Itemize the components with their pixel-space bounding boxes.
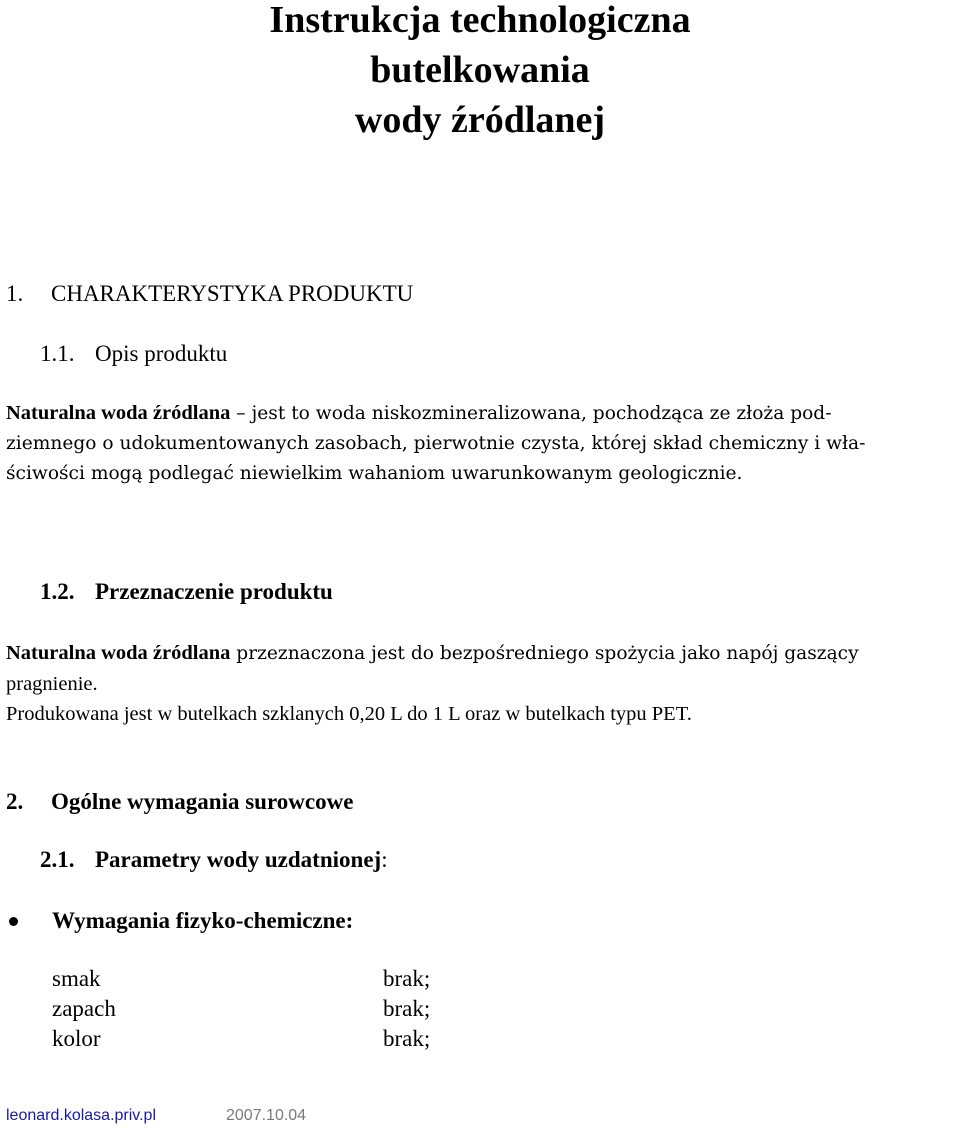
document-title-line-3: wody źródlanej <box>354 99 606 141</box>
requirement-value: brak; <box>383 996 431 1021</box>
purpose-term: Naturalna woda źródlana <box>6 642 231 664</box>
section-1-1-number: 1.1. <box>40 341 75 366</box>
section-2-1-heading <box>40 846 388 874</box>
description-line-1: – jest to woda niskozmineralizowana, pochodząca ze złoża pod- <box>230 403 832 424</box>
section-1-heading <box>6 280 413 308</box>
purpose-line-2: pragnienie. <box>6 673 98 695</box>
requirement-value: brak; <box>383 966 431 991</box>
requirement-name: zapach <box>52 996 116 1021</box>
footer-site-link[interactable]: leonard.kolasa.priv.pl <box>6 1107 157 1124</box>
purpose-line-3: Produkowana jest w butelkach szklanych 0,20 L do 1 L oraz w butelkach typu PET. <box>6 703 692 725</box>
section-2-heading <box>6 788 353 816</box>
product-description-paragraph <box>6 398 954 489</box>
section-2-title: Ogólne wymagania surowcowe <box>51 789 354 814</box>
description-line-3: ściwości mogą podlegać niewielkim wahaniom uwarunkowanym geologicznie. <box>6 463 743 484</box>
product-purpose-paragraph <box>6 638 954 729</box>
footer-date: 2007.10.04 <box>226 1107 307 1124</box>
requirement-row <box>52 964 552 994</box>
requirement-value: brak; <box>383 1026 431 1051</box>
requirement-name: kolor <box>52 1026 101 1051</box>
requirement-name: smak <box>52 966 101 991</box>
description-line-2: ziemnego o udokumentowanych zasobach, pierwotnie czysta, której skład chemiczny i wła- <box>6 433 866 454</box>
section-1-2-number: 1.2. <box>40 579 75 604</box>
section-1-1-heading <box>40 340 227 368</box>
section-1-2-heading <box>40 578 333 606</box>
section-2-1-title: Parametry wody uzdatnionej <box>95 847 382 872</box>
bullet-icon <box>9 917 18 926</box>
section-2-number: 2. <box>6 789 24 814</box>
requirements-table <box>52 964 552 1056</box>
document-title-line-2: butelkowania <box>370 49 590 91</box>
product-term: Naturalna woda źródlana <box>6 402 231 424</box>
purpose-line-1: przeznaczona jest do bezpośredniego spożycia jako napój gaszący <box>230 643 859 664</box>
requirement-row <box>52 1024 552 1054</box>
section-1-1-title: Opis produktu <box>95 341 228 366</box>
section-1-number: 1. <box>6 281 24 306</box>
section-2-1-number: 2.1. <box>40 847 75 872</box>
section-2-1-colon: : <box>381 847 388 872</box>
document-title-line-1: Instrukcja technologiczna <box>269 0 691 41</box>
bullet-label: Wymagania fizyko-chemiczne: <box>52 908 354 933</box>
requirement-row <box>52 994 552 1024</box>
section-1-2-title: Przeznaczenie produktu <box>95 579 333 604</box>
section-1-title: CHARAKTERYSTYKA PRODUKTU <box>51 281 414 306</box>
